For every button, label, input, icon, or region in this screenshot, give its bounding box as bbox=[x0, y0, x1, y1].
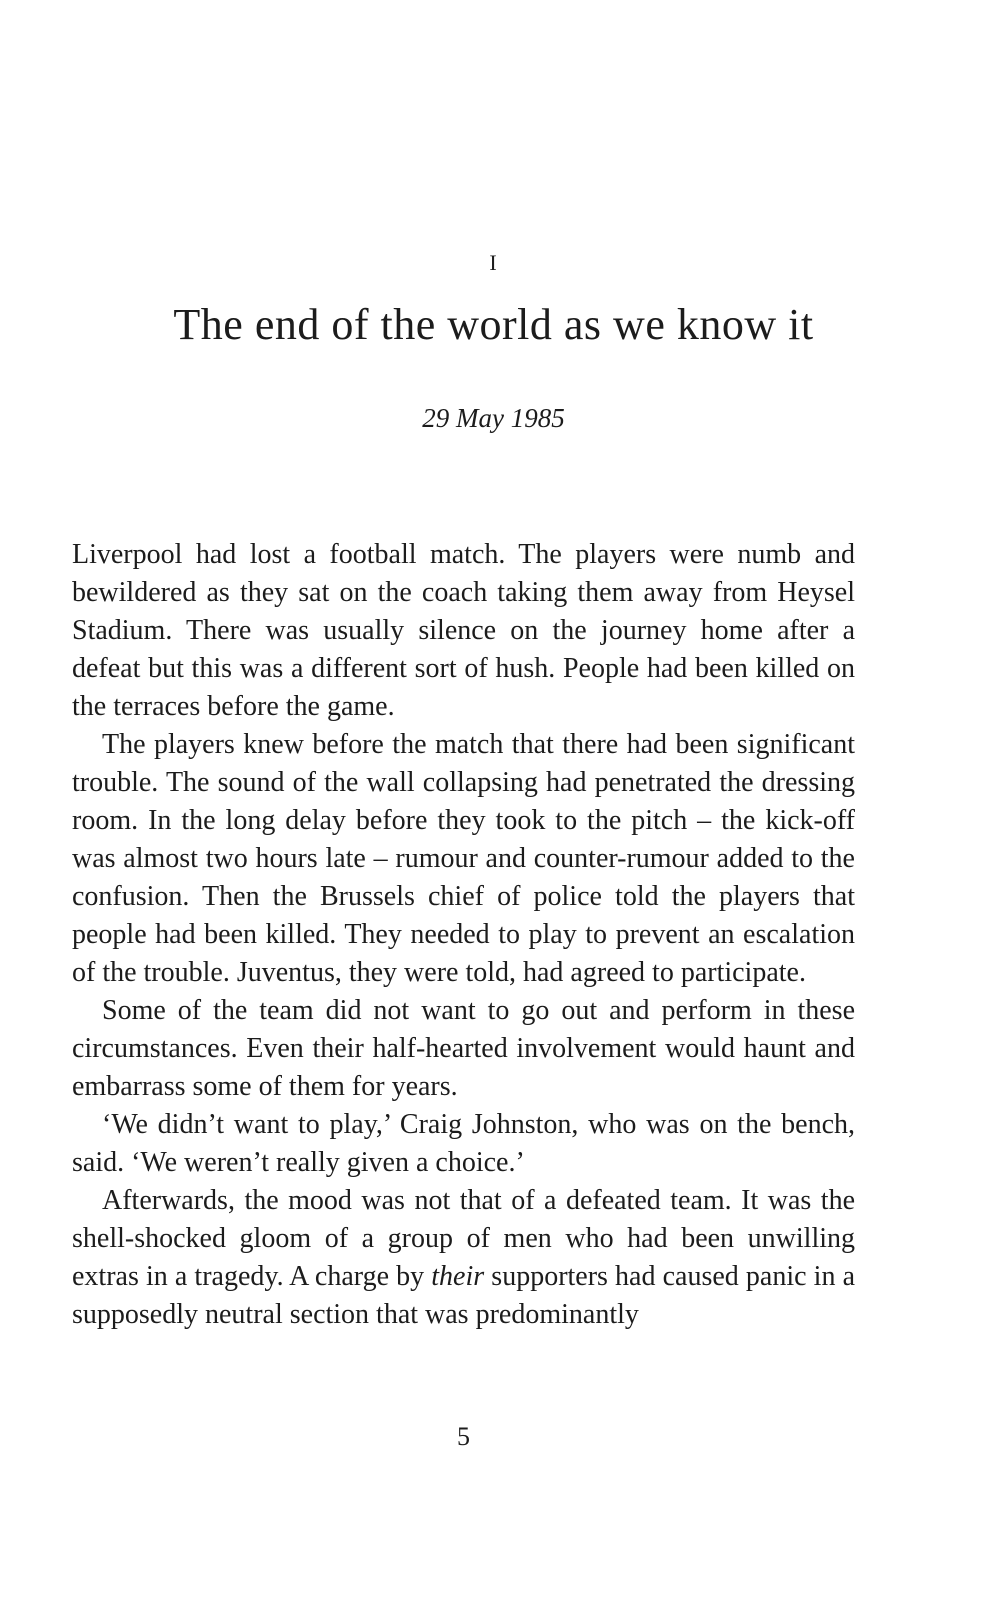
paragraph bbox=[72, 1182, 855, 1334]
paragraph: ‘We didn’t want to play,’ Craig Johnston, who was on the bench, said. ‘We weren’t really given a choice.’ bbox=[72, 1108, 855, 1178]
body-text bbox=[72, 536, 855, 1334]
paragraph: Some of the team did not want to go out and perform in these circumstances. Even their half-hearted involvement would haunt and embarrass some of them for years. bbox=[72, 994, 855, 1102]
paragraph-segment: supporters had caused panic in a supposedly neutral section that was predominantly bbox=[72, 1260, 855, 1330]
paragraph: Liverpool had lost a football match. The players were numb and bewildered as they sat on the coach taking them away from Heysel Stadium. There was usually silence on the journey home after a defeat but this was a different sort of hush. People had been killed on the terraces before the game. bbox=[72, 538, 855, 722]
page-number: 5 bbox=[457, 1422, 470, 1451]
italic-word: their bbox=[431, 1260, 485, 1292]
paragraph: The players knew before the match that there had been significant trouble. The sound of the wall collapsing had penetrated the dressing room. In the long delay before they took to the pitch – the kick-off was almost two hours late – rumour and counter-rumour added to the confusion. Then the Brussels chief of police told the players that people had been killed. They needed to play to prevent an escalation of the trouble. Juventus, they were told, had agreed to participate. bbox=[72, 728, 855, 988]
chapter-date: 29 May 1985 bbox=[422, 402, 565, 433]
paragraph-segment: Afterwards, the mood was not that of a defeated team. It was the shell-shocked gloom of a group of men who had been unwilling extras in a tragedy. A charge by bbox=[72, 1184, 855, 1292]
chapter-title: The end of the world as we know it bbox=[173, 300, 814, 349]
chapter-number: I bbox=[489, 250, 498, 275]
